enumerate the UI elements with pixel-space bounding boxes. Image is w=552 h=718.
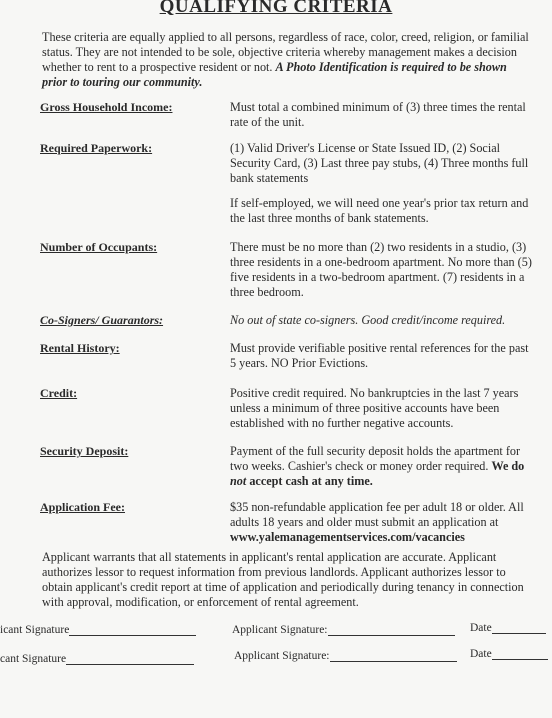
cosigners-label: Co-Signers/ Guarantors: — [40, 313, 164, 327]
app-fee-value — [230, 500, 535, 545]
signature-line-left-1[interactable] — [69, 624, 196, 636]
app-fee-url: www.yalemanagementservices.com/vacancies — [230, 530, 465, 544]
credit-label: Credit: — [40, 386, 78, 400]
signature-row-1-mid — [232, 624, 455, 636]
page-title: QUALIFYING CRITERIA — [159, 0, 393, 17]
cosigners-value: No out of state co-signers. Good credit/income required. — [230, 313, 506, 327]
date-label-2: Date — [470, 648, 492, 660]
intro-paragraph — [42, 30, 532, 90]
signature-label-left-1: icant Signature — [0, 624, 70, 636]
app-fee-text: $35 non-refundable application fee per adult 18 or older. All adults 18 years and older must submit an application at — [230, 500, 524, 529]
signature-row-1-left — [0, 624, 196, 636]
deposit-bold-1: We do — [491, 459, 525, 473]
credit-value: Positive credit required. No bankruptcies in the last 7 years unless a minimum of three positive accounts have been established with no further negative accounts. — [230, 386, 519, 430]
paperwork-self-employed-note: If self-employed, we will need one year's prior tax return and the last three months of bank statements. — [230, 196, 529, 225]
deposit-text: Payment of the full security deposit holds the apartment for two weeks. Cashier's check or money order required. — [230, 444, 521, 473]
signature-line-mid-1[interactable] — [328, 624, 455, 636]
signature-label-mid-1: Applicant Signature: — [232, 624, 328, 636]
occupants-label: Number of Occupants: — [40, 240, 158, 254]
signature-label-left-2: cant Signature — [0, 653, 67, 665]
app-fee-label: Application Fee: — [40, 500, 125, 514]
intro-id-requirement: A Photo Identification is required to be shown prior to touring our community. — [42, 60, 507, 89]
signature-line-mid-2[interactable] — [330, 650, 457, 662]
signature-row-2-date — [470, 648, 548, 660]
paperwork-value: (1) Valid Driver's License or State Issued ID, (2) Social Security Card, (3) Last three pay stubs, (4) Three months full bank statements — [230, 141, 529, 185]
deposit-bold-2: accept cash at any time. — [249, 474, 373, 488]
signature-line-left-2[interactable] — [66, 653, 194, 665]
rental-history-label: Rental History: — [40, 341, 120, 355]
rental-history-value: Must provide verifiable positive rental references for the past 5 years. NO Prior Evictions. — [230, 341, 529, 370]
signature-row-2-left — [0, 653, 194, 665]
intro-text: These criteria are equally applied to all persons, regardless of race, color, creed, religion, or familial status. They are not intended to be sole, objective criteria whereby management makes a decision whether to rent to a prospective resident or not. — [42, 30, 529, 74]
deposit-bold-not: not — [230, 474, 247, 488]
date-line-1[interactable] — [492, 622, 546, 634]
signature-row-1-date — [470, 622, 546, 634]
deposit-value — [230, 444, 535, 489]
signature-label-mid-2: Applicant Signature: — [234, 650, 330, 662]
income-label: Gross Household Income: — [40, 100, 173, 114]
warranty-paragraph: Applicant warrants that all statements in applicant's rental application are accurate. Applicant authorizes lessor to request information from previous landlords. Applicant authorizes lessor to obtain applicant's credit report at time of application and periodically during tenancy in connection with approval, modification, or enforcement of rental agreement. — [42, 550, 524, 609]
date-label-1: Date — [470, 622, 492, 634]
paperwork-label: Required Paperwork: — [40, 141, 153, 155]
deposit-label: Security Deposit: — [40, 444, 129, 458]
date-line-2[interactable] — [492, 648, 548, 660]
signature-row-2-mid — [234, 650, 457, 662]
income-value: Must total a combined minimum of (3) three times the rental rate of the unit. — [230, 100, 526, 129]
occupants-value: There must be no more than (2) two residents in a studio, (3) three residents in a one-bedroom apartment. No more than (5) five residents in a two-bedroom apartment. (7) residents in a three bedroom. — [230, 240, 532, 299]
